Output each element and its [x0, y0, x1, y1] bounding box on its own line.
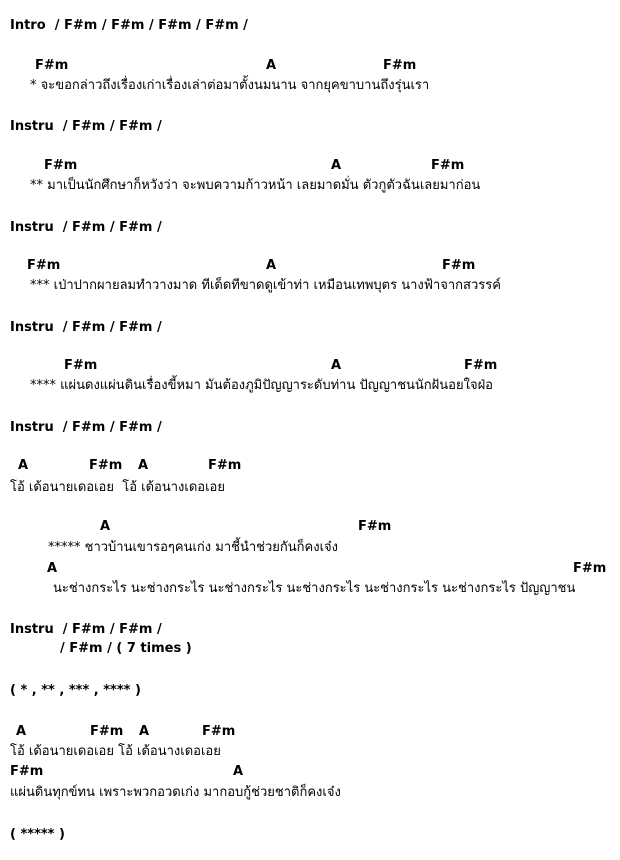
intro-line: Intro / F#m / F#m / F#m / F#m / [10, 18, 248, 33]
instrumental-line-repeat: / F#m / ( 7 times ) [60, 641, 192, 656]
lyric-line: **** แผ่นดงแผ่นดินเรื่องขี้หมา มันต้องภูมิปัญญาระดับท่าน ปัญญาชนนักฝันอยใจฝ่อ [30, 378, 493, 393]
chord: F#m [573, 561, 607, 576]
chord: A [331, 158, 342, 173]
instrumental-line: Instru / F#m / F#m / [10, 320, 162, 335]
chord: F#m [464, 358, 498, 373]
chord: A [100, 519, 111, 534]
lyric-line: * จะขอกล่าวถึงเรื่องเก่าเรื่องเล่าต่อมาตั้งนมนาน จากยุคขาบานถึงรุ่นเรา [30, 78, 430, 93]
chord: A [138, 458, 149, 473]
chord: A [266, 58, 277, 73]
chord: F#m [35, 58, 69, 73]
lyric-line: ** มาเป็นนักศึกษาก็หวังว่า จะพบความก้าวหน้า เลยมาดมั่น ตัวกูตัวฉันเลยมาก่อน [30, 178, 481, 193]
instrumental-line: Instru / F#m / F#m / [10, 119, 162, 134]
chord: F#m [10, 764, 44, 779]
chord: F#m [27, 258, 61, 273]
chord: F#m [64, 358, 98, 373]
instrumental-line: Instru / F#m / F#m / [10, 622, 162, 637]
lyric-line: โอ้ เด้อนายเดอเอย โอ้ เด้อนางเดอเอย [10, 744, 221, 759]
chord: F#m [44, 158, 78, 173]
chord: F#m [202, 724, 236, 739]
lyric-line: นะช่างกระไร นะช่างกระไร นะช่างกระไร นะช่างกระไร นะช่างกระไร นะช่างกระไร ปัญญาชน [53, 581, 576, 596]
chord: A [47, 561, 58, 576]
chord: F#m [90, 724, 124, 739]
chord: A [139, 724, 150, 739]
chord: A [266, 258, 277, 273]
lyric-line: *** เป่าปากผายลมทำวางมาด ทีเด็ดทีขาดดูเข้าท่า เหมือนเทพบุตร นางฟ้าจากสวรรค์ [30, 278, 501, 293]
chord: F#m [208, 458, 242, 473]
chord: A [331, 358, 342, 373]
chord: A [16, 724, 27, 739]
instrumental-line: Instru / F#m / F#m / [10, 220, 162, 235]
chord: F#m [89, 458, 123, 473]
chord: F#m [442, 258, 476, 273]
repeat-marker: ( * , ** , *** , **** ) [10, 683, 141, 698]
chord: A [18, 458, 29, 473]
chord: A [233, 764, 244, 779]
instrumental-line: Instru / F#m / F#m / [10, 420, 162, 435]
lyric-line: ***** ชาวบ้านเขารอๆคนเก่ง มาชี้นำช่วยกันก็คงเจ๋ง [48, 540, 338, 555]
chord: F#m [431, 158, 465, 173]
chord: F#m [383, 58, 417, 73]
repeat-marker: ( ***** ) [10, 827, 65, 842]
chord: F#m [358, 519, 392, 534]
lyric-line: โอ้ เด้อนายเดอเอย โอ้ เด้อนางเดอเอย [10, 480, 225, 495]
lyric-line: แผ่นดินทุกข์ทน เพราะพวกอวดเก่ง มากอบกู้ช่วยชาติก็คงเจ๋ง [10, 785, 341, 800]
